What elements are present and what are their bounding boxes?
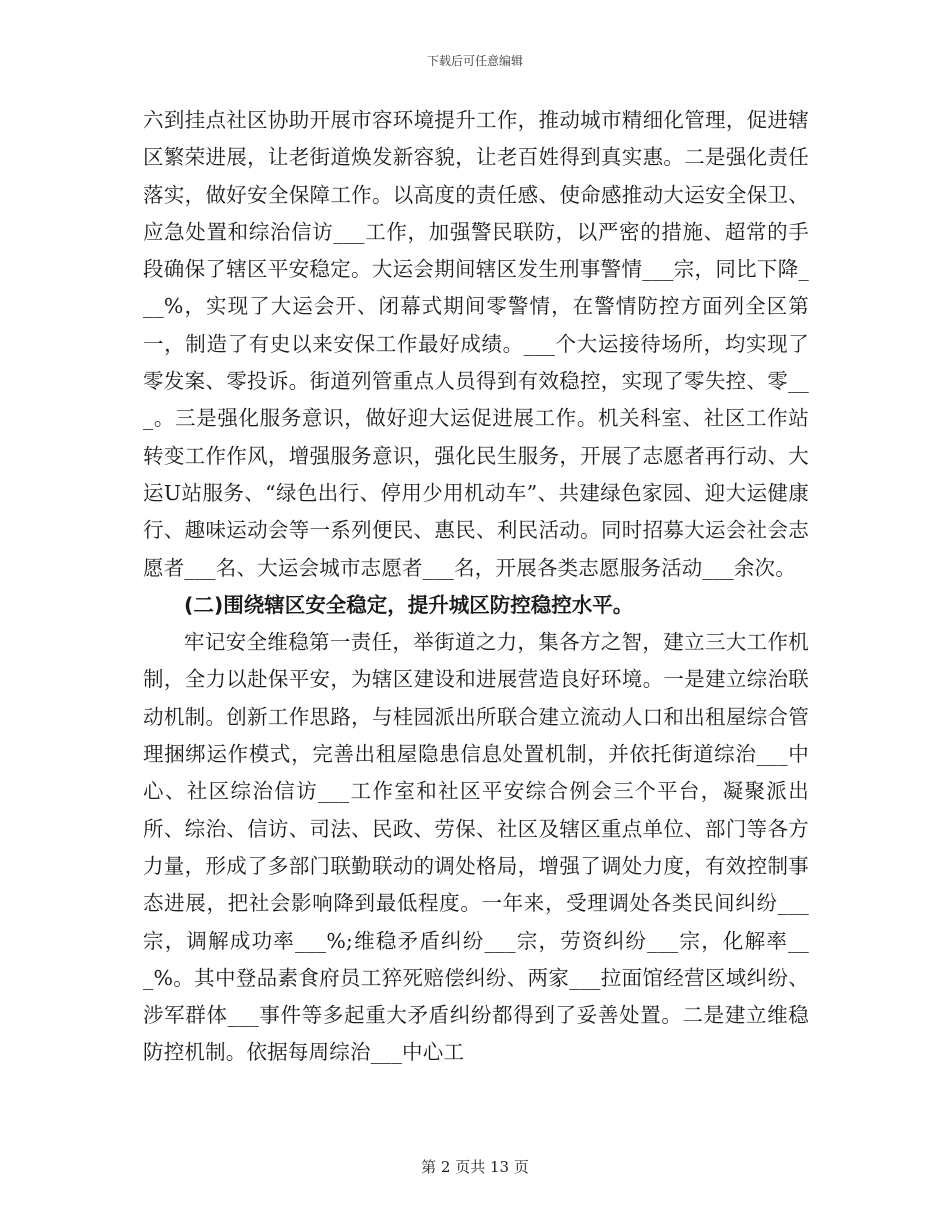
body-paragraph-continued: 六到挂点社区协助开展市容环境提升工作，推动城市精细化管理，促进辖区繁荣进展，让老街道焕发新容貌，让老百姓得到真实惠。二是强化责任落实，做好安全保障工作。以高度的责任感、使命感推动大运安全保卫、应急处置和综治信访___工作，加强警民联防，以严密的措施、超常的手段确保了辖区平安稳定。大运会期间辖区发生刑事警情___宗，同比下降___%，实现了大运会开、闭幕式期间零警情，在警情防控方面列全区第一，制造了有史以来安保工作最好成绩。___个大运接待场所，均实现了零发案、零投诉。街道列管重点人员得到有效稳控，实现了零失控、零___。三是强化服务意识，做好迎大运促进展工作。机关科室、社区工作站转变工作作风，增强服务意识，强化民生服务，开展了志愿者再行动、大运U站服务、“绿色出行、停用少用机动车”、共建绿色家园、迎大运健康行、趣味运动会等一系列便民、惠民、利民活动。同时招募大运会社会志愿者___名、大运会城市志愿者___名，开展各类志愿服务活动___余次。 [143,108,809,580]
page-number: 第 2 页共 13 页 [421,1158,529,1176]
page-body [143,102,809,1072]
page-header-note: 下载后可任意编辑 [426,54,523,68]
section-heading: (二)围绕辖区安全稳定，提升城区防控稳控水平。 [184,592,634,617]
body-paragraph: 牢记安全维稳第一责任，举街道之力，集各方之智，建立三大工作机制，全力以赴保平安，为辖区建设和进展营造良好环境。一是建立综治联动机制。创新工作思路，与桂园派出所联合建立流动人口和出租屋综合管理捆绑运作模式，完善出租屋隐患信息处置机制，并依托街道综治___中心、社区综治信访___工作室和社区平安综合例会三个平台，凝聚派出所、综治、信访、司法、民政、劳保、社区及辖区重点单位、部门等各方力量，形成了多部门联勤联动的调处格局，增强了调处力度，有效控制事态进展，把社会影响降到最低程度。一年来，受理调处各类民间纠纷___宗，调解成功率___%;维稳矛盾纠纷___宗，劳资纠纷___宗，化解率___%。其中登品素食府员工猝死赔偿纠纷、两家___拉面馆经营区域纠纷、涉军群体___事件等多起重大矛盾纠纷都得到了妥善处置。二是建立维稳防控机制。依据每周综治___中心工 [143,630,809,1065]
